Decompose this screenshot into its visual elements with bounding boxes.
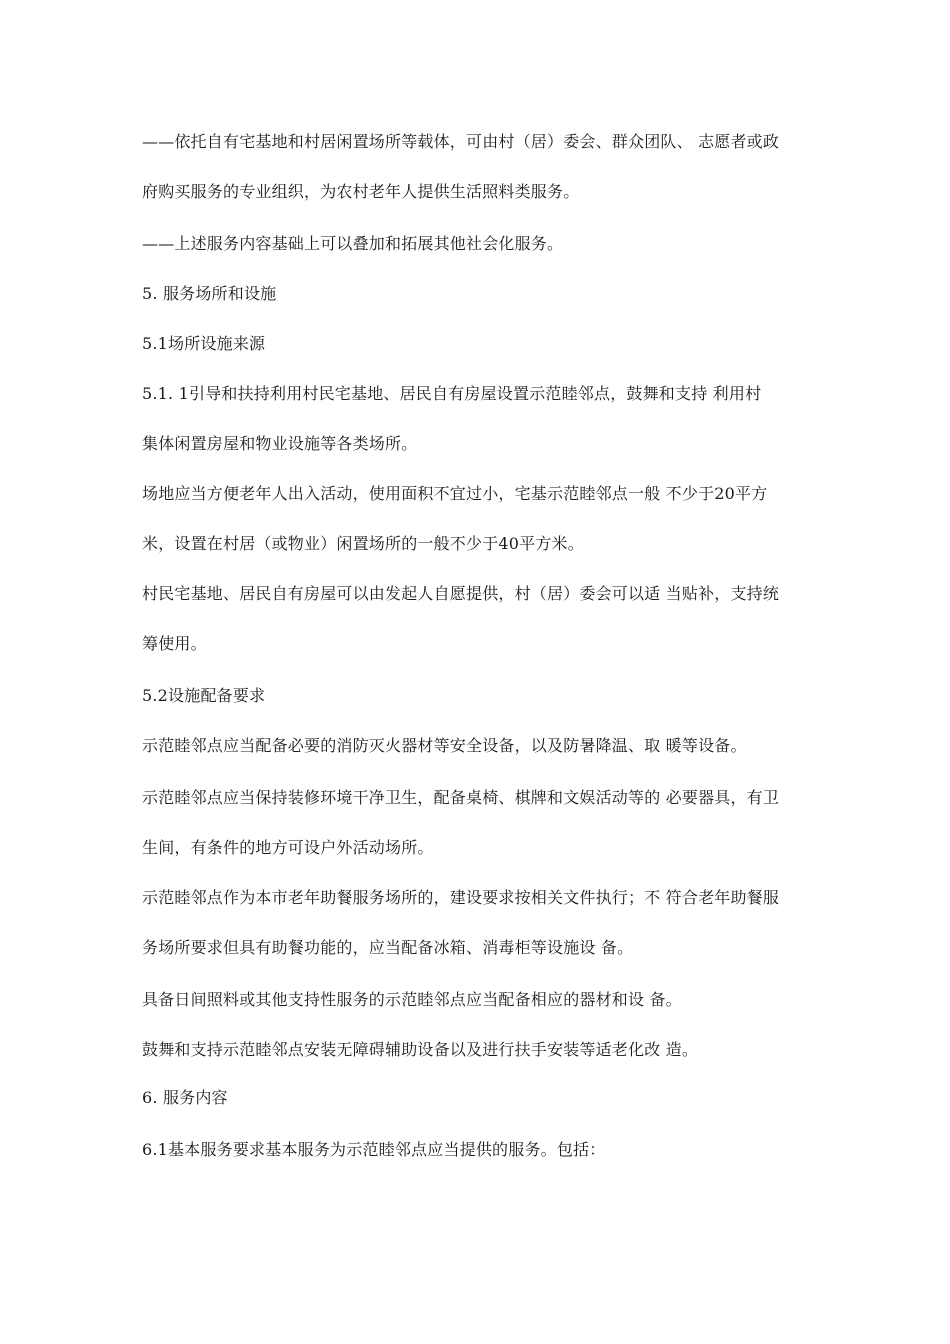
paragraph-line-safety: 示范睦邻点应当配备必要的消防灭火器材等安全设备，以及防暑降温、取 暖等设备。: [142, 736, 747, 755]
paragraph-line-decor-b: 生间，有条件的地方可设户外活动场所。: [142, 838, 434, 857]
paragraph-line-3: ——上述服务内容基础上可以叠加和拓展其他社会化服务。: [142, 234, 564, 253]
paragraph-line-meal-b: 务场所要求但具有助餐功能的，应当配备冰箱、消毒柜等设施设 备。: [142, 938, 634, 957]
paragraph-line-site-a: 场地应当方便老年人出入活动，使用面积不宜过小，宅基示范睦邻点一般 不少于20平方: [142, 484, 768, 503]
paragraph-line-house-a: 村民宅基地、居民自有房屋可以由发起人自愿提供，村（居）委会可以适 当贴补，支持统: [142, 584, 780, 603]
paragraph-line-5-1-1b: 集体闲置房屋和物业设施等各类场所。: [142, 434, 418, 453]
paragraph-line-meal-a: 示范睦邻点作为本市老年助餐服务场所的，建设要求按相关文件执行；不 符合老年助餐服: [142, 888, 780, 907]
paragraph-line-house-b: 筹使用。: [142, 634, 207, 653]
paragraph-line-accessibility: 鼓舞和支持示范睦邻点安装无障碍辅助设备以及进行扶手安装等适老化改 造。: [142, 1040, 699, 1059]
paragraph-line-decor-a: 示范睦邻点应当保持装修环境干净卫生，配备桌椅、棋牌和文娱活动等的 必要器具，有卫: [142, 788, 780, 807]
section-heading-6: 6. 服务内容: [142, 1088, 228, 1107]
subsection-heading-6-1: 6.1基本服务要求基本服务为示范睦邻点应当提供的服务。包括：: [142, 1140, 606, 1159]
subsection-heading-5-1: 5.1场所设施来源: [142, 334, 266, 353]
paragraph-line-daycare: 具备日间照料或其他支持性服务的示范睦邻点应当配备相应的器材和设 备。: [142, 990, 682, 1009]
paragraph-line-site-b: 米，设置在村居（或物业）闲置场所的一般不少于40平方米。: [142, 534, 584, 553]
paragraph-line-2: 府购买服务的专业组织，为农村老年人提供生活照料类服务。: [142, 182, 580, 201]
section-heading-5: 5. 服务场所和设施: [142, 284, 277, 303]
paragraph-line-5-1-1a: 5.1. 1引导和扶持利用村民宅基地、居民自有房屋设置示范睦邻点，鼓舞和支持 利用村: [142, 384, 762, 403]
paragraph-line-1: ——依托自有宅基地和村居闲置场所等载体，可由村（居）委会、群众团队、 志愿者或政: [142, 132, 780, 151]
subsection-heading-5-2: 5.2设施配备要求: [142, 686, 266, 705]
